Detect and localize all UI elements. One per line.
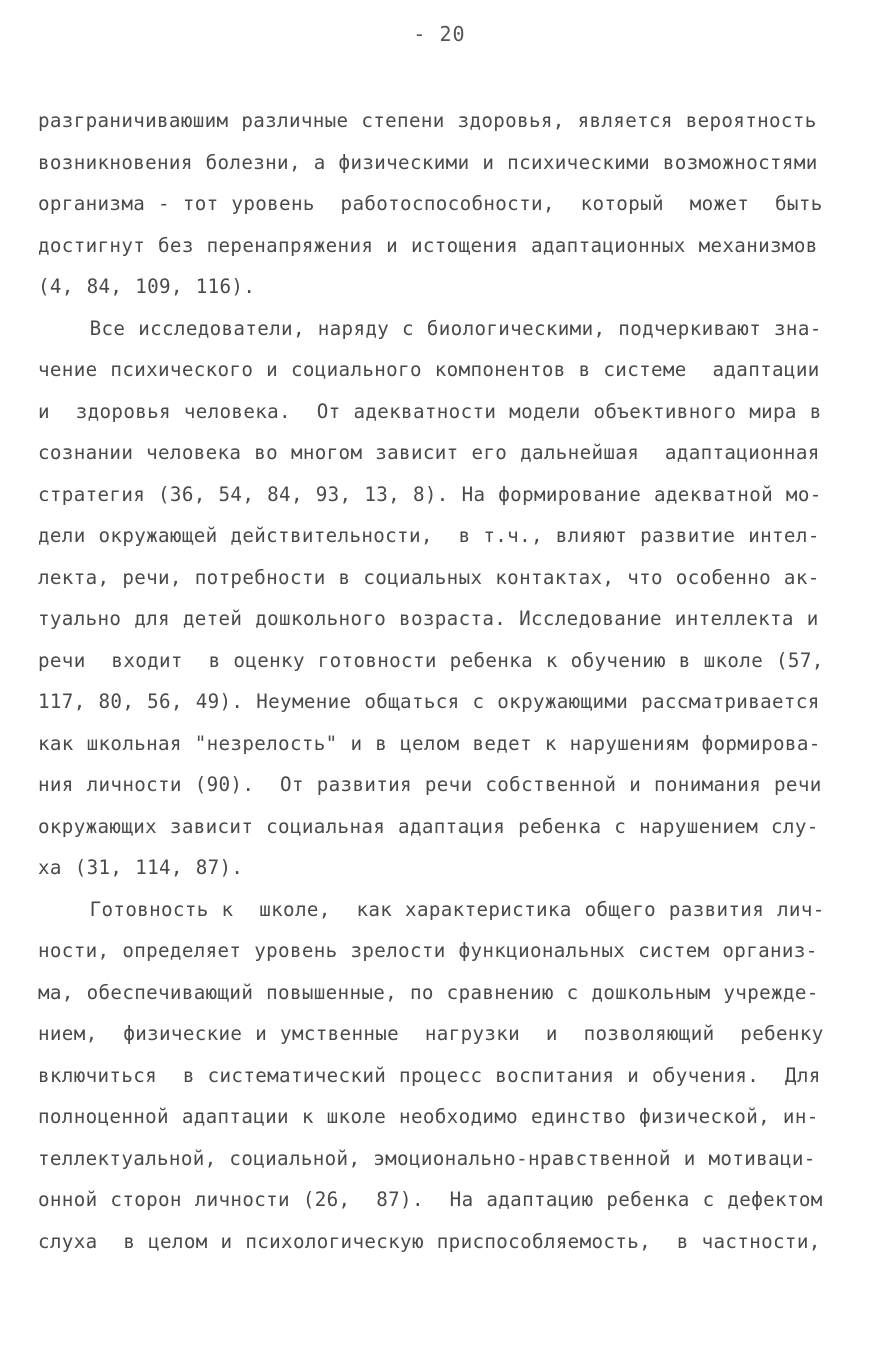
text-line: ха (31, 114, 87). [38,856,244,879]
text-line: лекта, речи, потребности в социальных контактах, что особенно ак- [38,565,820,589]
text-line: достигнут без перенапряжения и истощения адаптационных механизмов [38,233,818,257]
text-line: онной сторон личности (26, 87). На адаптацию ребенка с дефектом [38,1188,823,1211]
text-line: ния личности (90). От развития речи собственной и понимания речи [38,773,822,796]
text-line: ма, обеспечивающий повышенные, по сравнению с дошкольным учрежде- [38,980,819,1004]
text-line: речи входит в оценку готовности ребенка к обучению в школе (57, [38,648,824,672]
text-line: окружающих зависит социальная адаптация ребенка с нарушением слу- [38,814,819,838]
text-line: включиться в систематический процесс воспитания и обучения. Для [38,1063,821,1087]
text-line: Все исследователи, наряду с биологическими, подчеркивают зна- [38,316,822,340]
text-line: туально для детей дошкольного возраста. Исследование интеллекта и [38,607,819,630]
text-line: полноценной адаптации к школе необходимо единство физической, ин- [38,1105,819,1128]
text-line: нием, физические и умственные нагрузки и позволяющий ребенку [38,1022,824,1045]
text-line: (4, 84, 109, 116). [38,275,256,298]
text-line: дели окружающей действительности, в т.ч., влияют развитие интел- [38,524,820,547]
text-line: возникновения болезни, а физическими и психическими возможностями [38,150,818,174]
text-line: ности, определяет уровень зрелости функциональных систем организ- [38,939,818,962]
page-number: - 20 [413,22,466,46]
text-line: Готовность к школе, как характеристика общего развития лич- [38,897,825,921]
text-line: как школьная "незрелость" и в целом ведет к нарушениям формирова- [38,731,821,755]
text-line: чение психического и социального компонентов в системе адаптации [38,358,820,381]
text-line: 117, 80, 56, 49). Неумение общаться с окружающими рассматривается [38,690,820,713]
text-line: сознании человека во многом зависит его дальнейшая адаптационная [38,441,820,464]
text-line: разграничиваюшим различные степени здоровья, является вероятность [38,109,817,132]
text-line: и здоровья человека. От адекватности модели объективного мира в [38,399,822,423]
text-line: теллектуальной, социальной, эмоционально-нравственной и мотиваци- [38,1146,816,1170]
text-line: слуха в целом и психологическую приспособляемость, в частности, [38,1229,821,1253]
text-line: организма - тот уровень работоспособности, который может быть [38,192,823,215]
text-line: стратегия (36, 54, 84, 93, 13, 8). На формирование адекватной мо- [38,482,822,506]
body-text [38,100,844,1262]
